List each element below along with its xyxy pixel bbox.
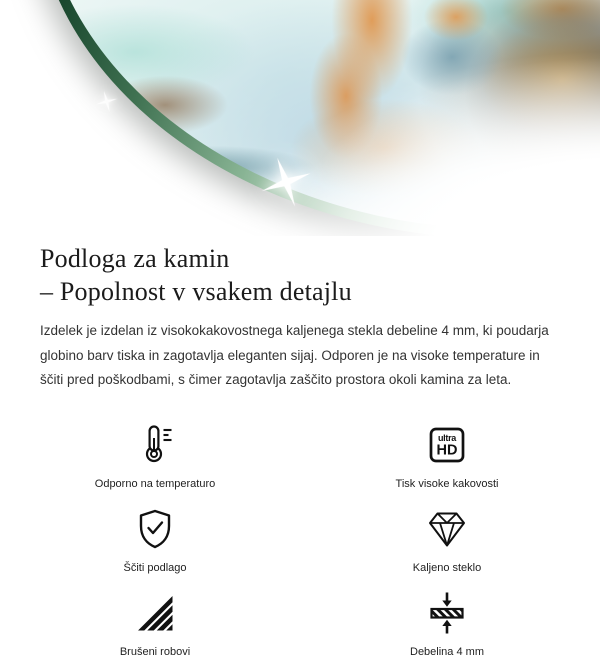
feature-label: Tisk visoke kakovosti (395, 477, 499, 490)
ultra-hd-icon (362, 419, 532, 467)
feature-label: Brušeni robovi (119, 645, 191, 658)
thickness-icon (362, 587, 532, 635)
shield-check-icon (70, 503, 240, 551)
feature-print-quality (362, 419, 532, 491)
feature-temperature (70, 419, 240, 491)
ultra-hd-badge-bottom: HD (436, 442, 458, 459)
diamond-icon (362, 503, 532, 551)
product-description: Izdelek je izdelan iz visokokakovostnega kaljenega stekla debeline 4 mm, ki poudarja globino barv tiska in zagotavlja eleganten sijaj. Odporen je na visoke temperature in ščiti pred poškodbami, s čimer zagotavlja zaščito prostora okoli kamina za leta. (40, 323, 549, 388)
feature-protection (70, 503, 240, 575)
glass-disc-marble-print (40, 0, 600, 230)
feature-label: Kaljeno steklo (412, 561, 482, 574)
ultra-hd-badge-top: ultra (437, 432, 457, 443)
page-title-line1: Podloga za kamin (40, 244, 230, 273)
beveled-edges-icon (70, 587, 240, 635)
feature-thickness (362, 587, 532, 659)
product-photo (0, 0, 600, 236)
feature-grid (70, 419, 532, 671)
page-title-line2: – Popolnost v vsakem detajlu (40, 277, 352, 306)
feature-tempered-glass (362, 503, 532, 575)
feature-beveled-edges (70, 587, 240, 659)
thermometer-icon (70, 419, 240, 467)
product-info-section (0, 236, 600, 671)
feature-label: Debelina 4 mm (410, 645, 484, 658)
feature-label: Ščiti podlago (123, 561, 187, 574)
page-title (40, 236, 560, 308)
feature-label: Odporno na temperaturo (94, 477, 216, 490)
